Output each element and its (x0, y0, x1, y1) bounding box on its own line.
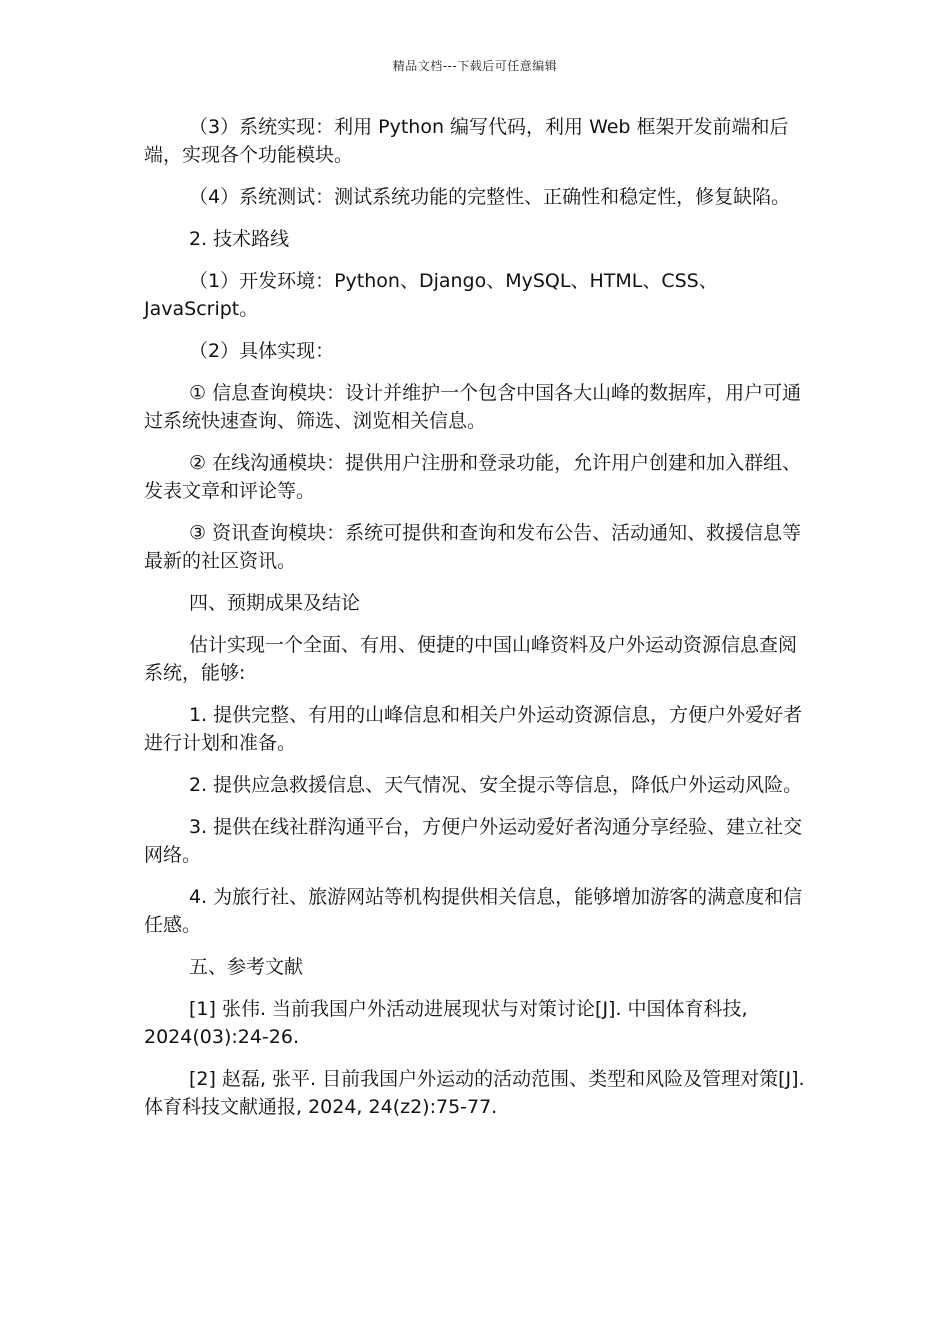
list-item-result-2: 2. 提供应急救援信息、天气情况、安全提示等信息，降低户外运动风险。 (189, 774, 803, 796)
heading-expected-results: 四、预期成果及结论 (189, 592, 361, 614)
paragraph-implementation: （2）具体实现： (189, 340, 335, 362)
reference-2: [2] 赵磊, 张平. 目前我国户外运动的活动范围、类型和风险及管理对策[J]. 体育科技文献通报, 2024, 24(z2):75-77. (144, 1068, 805, 1118)
paragraph-system-testing: （4）系统测试：测试系统功能的完整性、正确性和稳定性，修复缺陷。 (189, 186, 791, 208)
heading-references: 五、参考文献 (189, 956, 304, 978)
list-item-result-4: 4. 为旅行社、旅游网站等机构提供相关信息，能够增加游客的满意度和信任感。 (144, 886, 803, 936)
paragraph-dev-environment: （1）开发环境：Python、Django、MySQL、HTML、CSS、JavaScript。 (144, 270, 718, 320)
heading-technical-route: 2. 技术路线 (189, 228, 290, 250)
paragraph-online-communication-module: ② 在线沟通模块：提供用户注册和登录功能，允许用户创建和加入群组、发表文章和评论等。 (144, 452, 802, 502)
paragraph-info-query-module: ① 信息查询模块：设计并维护一个包含中国各大山峰的数据库，用户可通过系统快速查询、筛选、浏览相关信息。 (144, 382, 802, 432)
document-body (144, 113, 806, 1135)
list-item-result-1: 1. 提供完整、有用的山峰信息和相关户外运动资源信息，方便户外爱好者进行计划和准备。 (144, 704, 803, 754)
page-header: 精品文档---下载后可任意编辑 (392, 59, 558, 73)
paragraph-system-implementation: （3）系统实现：利用 Python 编写代码，利用 Web 框架开发前端和后端，实现各个功能模块。 (144, 116, 789, 166)
paragraph-expected-summary: 估计实现一个全面、有用、便捷的中国山峰资料及户外运动资源信息查阅系统，能够: (144, 634, 798, 684)
paragraph-news-query-module: ③ 资讯查询模块：系统可提供和查询和发布公告、活动通知、救援信息等最新的社区资讯。 (144, 522, 802, 572)
list-item-result-3: 3. 提供在线社群沟通平台，方便户外运动爱好者沟通分享经验、建立社交网络。 (144, 816, 803, 866)
reference-1: [1] 张伟. 当前我国户外活动进展现状与对策讨论[J]. 中国体育科技, 2024(03):24-26. (144, 998, 748, 1048)
